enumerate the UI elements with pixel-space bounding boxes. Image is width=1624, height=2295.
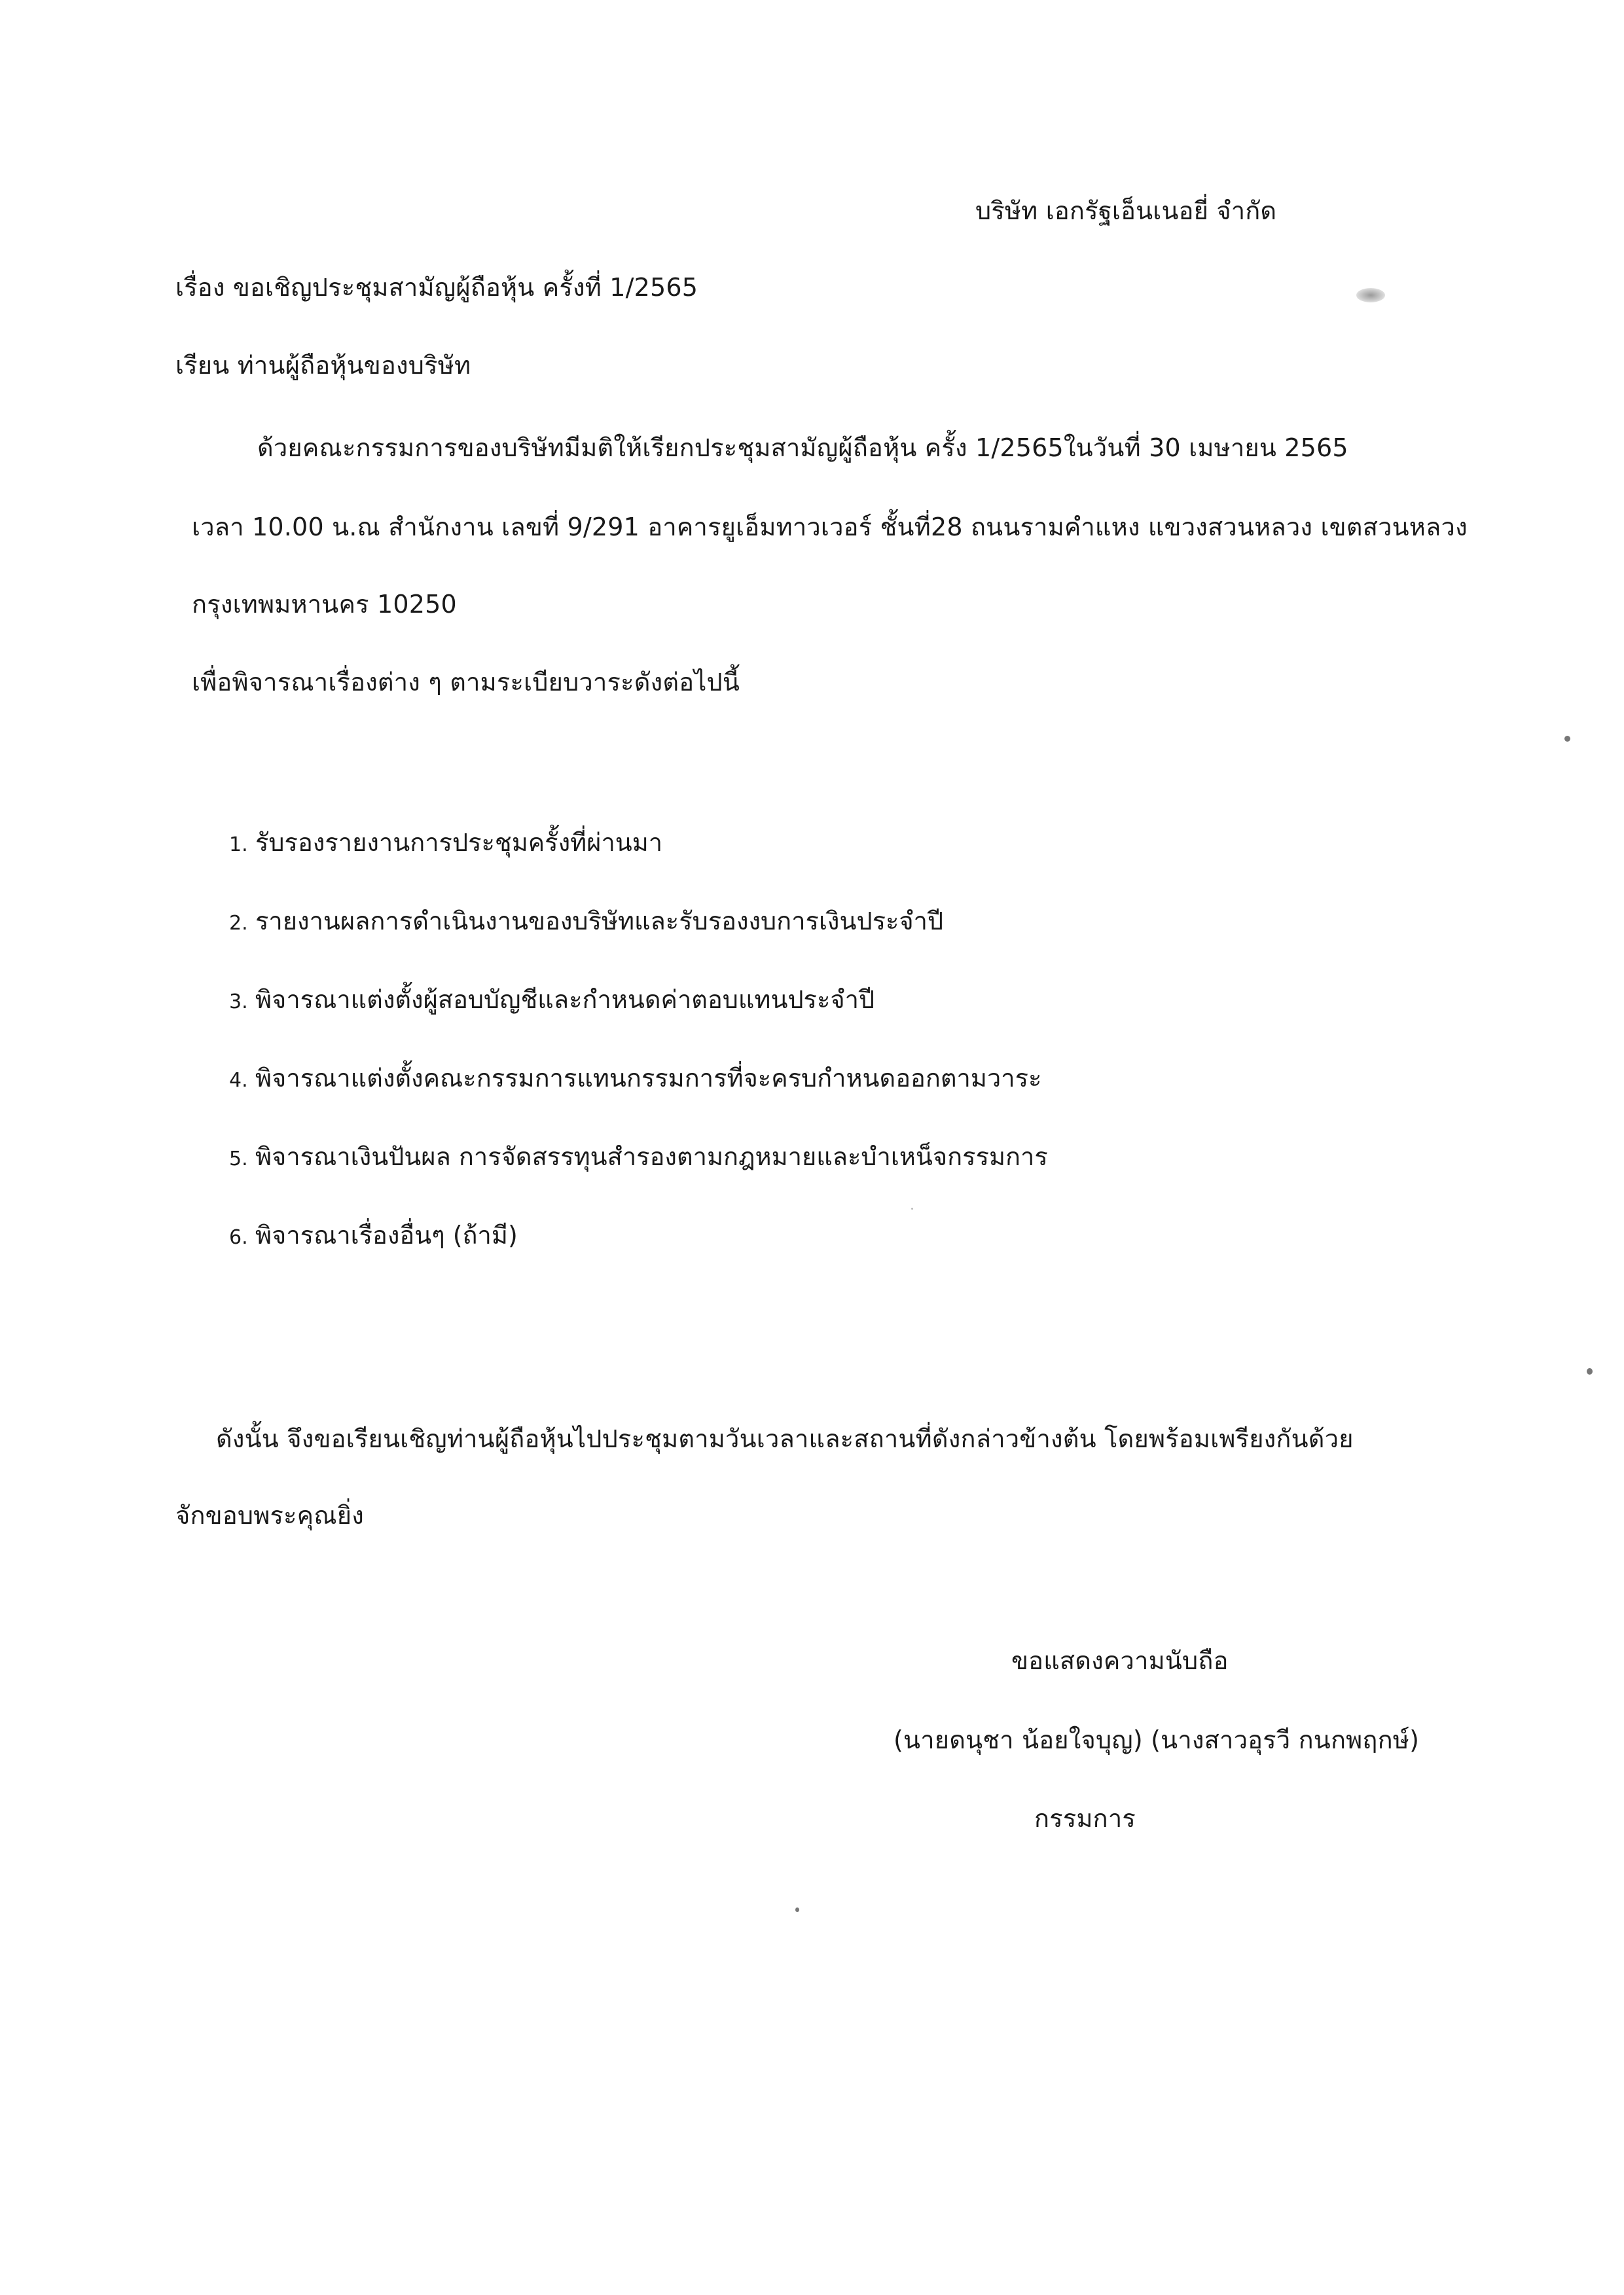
agenda-item-number: 1. — [229, 833, 248, 856]
agenda-list — [229, 826, 1048, 1297]
agenda-item-text: รายงานผลการดำเนินงานของบริษัทและรับรองงบการเงินประจำปี — [255, 907, 944, 935]
body-line-4: เพื่อพิจารณาเรื่องต่าง ๆ ตามระเบียบวาระดังต่อไปนี้ — [192, 668, 740, 696]
salutation: เรียน ท่านผู้ถือหุ้นของบริษัท — [175, 351, 471, 380]
subject-line: เรื่อง ขอเชิญประชุมสามัญผู้ถือหุ้น ครั้งที่ 1/2565 — [175, 273, 698, 302]
closing-line-2: จักขอบพระคุณยิ่ง — [175, 1501, 364, 1530]
body-line-3: กรุงเทพมหานคร 10250 — [192, 590, 457, 619]
signer-names: (นายดนุชา น้อยใจบุญ) (นางสาวอุรวี กนกพฤกษ์) — [893, 1726, 1420, 1754]
regards-text: ขอแสดงความนับถือ — [1011, 1646, 1229, 1675]
signer-title: กรรมการ — [1034, 1804, 1136, 1833]
agenda-item — [229, 1219, 1048, 1297]
agenda-item — [229, 983, 1048, 1062]
agenda-item-text: รับรองรายงานการประชุมครั้งที่ผ่านมา — [255, 828, 663, 857]
scan-speck — [795, 1907, 799, 1912]
scan-smudge — [1356, 288, 1385, 302]
body-line-2: เวลา 10.00 น.ณ สำนักงาน เลขที่ 9/291 อาคารยูเอ็มทาวเวอร์ ชั้นที่28 ถนนรามคำแหง แขวงสวนหลวง เขตสวนหลวง — [192, 513, 1468, 541]
agenda-item-number: 5. — [229, 1148, 248, 1170]
closing-line-1: ดังนั้น จึงขอเรียนเชิญท่านผู้ถือหุ้นไปประชุมตามวันเวลาและสถานที่ดังกล่าวข้างต้น โดยพร้อมเพรียงกันด้วย — [216, 1424, 1354, 1453]
agenda-item — [229, 1062, 1048, 1140]
agenda-item — [229, 905, 1048, 983]
agenda-item-text: พิจารณาแต่งตั้งผู้สอบบัญชีและกำหนดค่าตอบแทนประจำปี — [255, 985, 875, 1014]
agenda-item-number: 6. — [229, 1226, 248, 1249]
agenda-item-text: พิจารณาเรื่องอื่นๆ (ถ้ามี) — [255, 1221, 518, 1250]
company-name: บริษัท เอกรัฐเอ็นเนอยี่ จำกัด — [975, 196, 1277, 225]
agenda-item — [229, 826, 1048, 905]
agenda-item-number: 3. — [229, 990, 248, 1013]
agenda-item-text: พิจารณาแต่งตั้งคณะกรรมการแทนกรรมการที่จะครบกำหนดออกตามวาระ — [255, 1064, 1042, 1093]
scan-speck — [1587, 1368, 1593, 1375]
scan-speck — [1564, 736, 1570, 742]
agenda-item-text: พิจารณาเงินปันผล การจัดสรรทุนสำรองตามกฎหมายและบำเหน็จกรรมการ — [255, 1142, 1048, 1171]
body-line-1: ด้วยคณะกรรมการของบริษัทมีมติให้เรียกประชุมสามัญผู้ถือหุ้น ครั้ง 1/2565ในวันที่ 30 เมษายน 2565 — [257, 433, 1348, 462]
agenda-item — [229, 1140, 1048, 1219]
scan-speck — [911, 1208, 913, 1210]
agenda-item-number: 2. — [229, 912, 248, 935]
agenda-item-number: 4. — [229, 1069, 248, 1092]
